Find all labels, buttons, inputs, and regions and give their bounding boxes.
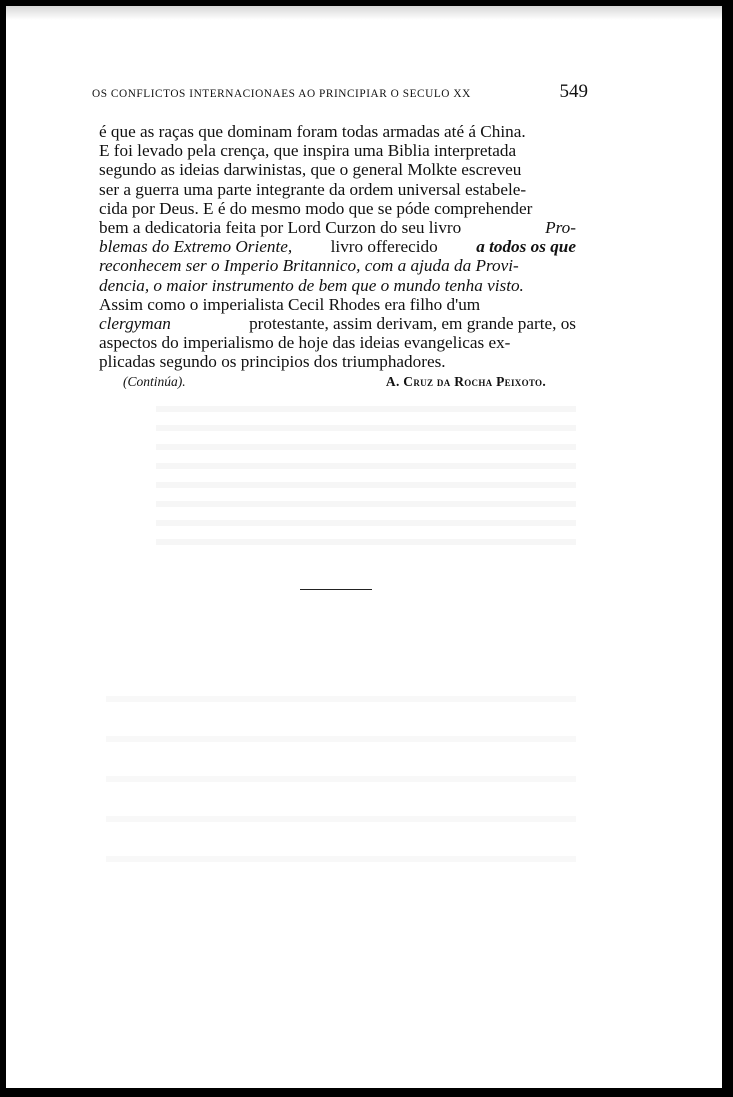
text-line: blemas do Extremo Oriente, livro offerecido a todos os que	[99, 237, 576, 257]
bleed-through-texture	[106, 696, 576, 896]
text-line: aspectos do imperialismo de hoje das ideias evangelicas ex-	[99, 333, 511, 353]
continued-note: (Continúa).	[123, 374, 186, 389]
text-line: segundo as ideias darwinistas, que o general Molkte escreveu	[99, 160, 522, 180]
text-line: é que as raças que dominam foram todas armadas até á China.	[99, 122, 526, 141]
body-paragraph	[99, 122, 576, 371]
running-title: OS CONFLICTOS INTERNACIONAES AO PRINCIPIAR O SECULO XX	[92, 88, 471, 100]
text-line: reconhecem ser o Imperio Britannico, com a ajuda da Provi-	[99, 256, 519, 276]
text-line: E foi levado pela crença, que inspira uma Biblia interpretada	[99, 141, 517, 161]
bleed-through-texture	[156, 406, 576, 546]
section-divider	[300, 589, 372, 590]
text-line: dencia, o maior instrumento de bem que o mundo tenha visto.	[99, 275, 524, 295]
scan-edge-shadow	[6, 6, 722, 20]
text-line: plicadas segundo os principios dos triumphadores.	[99, 352, 446, 372]
signature-block	[123, 374, 546, 394]
author-name: A. Cruz da Rocha Peixoto.	[385, 374, 546, 389]
text-line: Assim como o imperialista Cecil Rhodes era filho d'um	[99, 294, 481, 314]
text-line: clergyman protestante, assim derivam, em grande parte, os	[99, 313, 576, 333]
text-line: ser a guerra uma parte integrante da ordem universal estabele-	[99, 179, 527, 199]
document-page	[6, 6, 722, 1088]
text-line: bem a dedicatoria feita por Lord Curzon do seu livro Pro-	[99, 217, 576, 237]
running-header	[92, 78, 588, 104]
page-number: 549	[559, 81, 588, 102]
text-line: cida por Deus. E é do mesmo modo que se póde comprehender	[99, 198, 533, 218]
